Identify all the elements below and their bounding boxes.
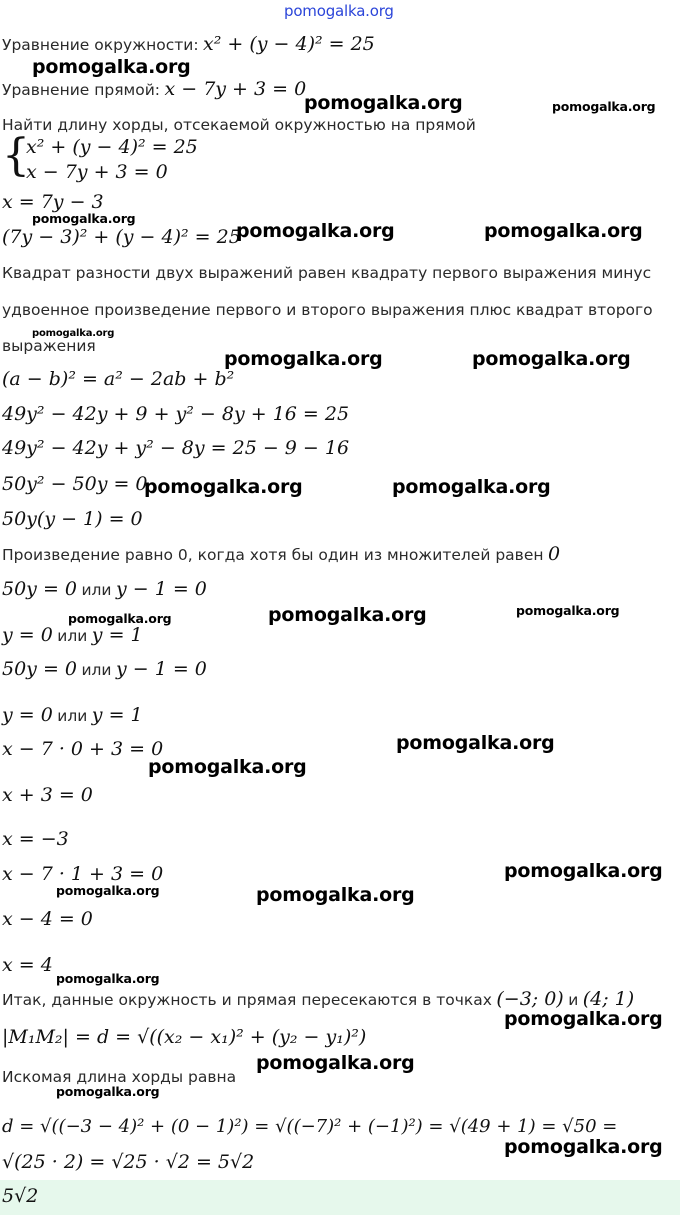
product-rule-text: Произведение равно 0, когда хотя бы один из множителей равен [2, 546, 544, 564]
distance-formula: |M₁M₂| = d = √((x₂ − x₁)² + (y₂ − y₁)²) [2, 1026, 367, 1048]
watermark: pomogalka.org [68, 611, 172, 626]
rule-text-3: выражения [2, 337, 96, 355]
watermark: pomogalka.org [504, 1008, 663, 1030]
watermark: pomogalka.org [32, 56, 191, 78]
step-x-minus-3: x = −3 [2, 828, 69, 850]
formula-square-diff: (a − b)² = a² − 2ab + b² [2, 368, 235, 390]
factor-b: y − 1 = 0 [115, 658, 207, 680]
watermark: pomogalka.org [516, 603, 620, 618]
or-word: или [57, 707, 88, 725]
system-eq-1: x² + (y − 4)² = 25 [26, 136, 198, 158]
or-word: или [81, 581, 112, 599]
and-word: и [568, 991, 579, 1009]
answer-box [0, 1180, 680, 1215]
line-equation-line [2, 78, 306, 100]
circle-equation: x² + (y − 4)² = 25 [203, 33, 375, 55]
product-rule-zero: 0 [547, 543, 561, 565]
step-substitution: x = 7y − 3 [2, 191, 104, 213]
point-2: (4; 1) [582, 988, 635, 1010]
step-substituted-equation: (7y − 3)² + (y − 4)² = 25 [2, 226, 241, 248]
circle-equation-line [2, 33, 375, 55]
watermark: pomogalka.org [256, 1052, 415, 1074]
task-statement: Найти длину хорды, отсекаемой окружностью на прямой [2, 116, 476, 134]
factor-a: y = 0 [2, 704, 53, 726]
step-x-sub-0: x − 7 · 0 + 3 = 0 [2, 738, 164, 760]
watermark: pomogalka.org [224, 348, 383, 370]
factor-a: 50y = 0 [2, 578, 77, 600]
watermark: pomogalka.org [56, 971, 160, 986]
watermark: pomogalka.org [56, 883, 160, 898]
step-x-4: x = 4 [2, 954, 53, 976]
system-brace: { [2, 130, 30, 181]
chord-length-text: Искомая длина хорды равна [2, 1068, 237, 1086]
watermark: pomogalka.org [304, 92, 463, 114]
watermark: pomogalka.org [504, 860, 663, 882]
watermark: pomogalka.org [236, 220, 395, 242]
watermark: pomogalka.org [552, 99, 656, 114]
or-word: или [81, 661, 112, 679]
step-expanded: 49y² − 42y + 9 + y² − 8y + 16 = 25 [2, 403, 350, 425]
factor-b: y − 1 = 0 [115, 578, 207, 600]
factor-b: y = 1 [91, 624, 143, 646]
system-eq-2: x − 7y + 3 = 0 [26, 161, 168, 183]
watermark: pomogalka.org [392, 476, 551, 498]
rule-text-1: Квадрат разности двух выражений равен квадрату первого выражения минус [2, 264, 652, 282]
line-equation-label: Уравнение прямой: [2, 81, 161, 99]
watermark: pomogalka.org [268, 604, 427, 626]
watermark: pomogalka.org [396, 732, 555, 754]
watermark: pomogalka.org [472, 348, 631, 370]
rule-text-2: удвоенное произведение первого и второго выражения плюс квадрат второго [2, 301, 653, 319]
watermark: pomogalka.org [484, 220, 643, 242]
watermark: pomogalka.org [56, 1084, 160, 1099]
factor-line-3 [2, 658, 207, 680]
intersection-line [2, 988, 634, 1010]
watermark: pomogalka.org [32, 211, 136, 226]
watermark: pomogalka.org [144, 476, 303, 498]
step-x-sub-1: x − 7 · 1 + 3 = 0 [2, 863, 164, 885]
watermark-top[interactable]: pomogalka.org [284, 2, 394, 20]
factor-line-4 [2, 704, 143, 726]
step-x-minus-4: x − 4 = 0 [2, 908, 93, 930]
intersection-text: Итак, данные окружность и прямая пересекаются в точках [2, 991, 492, 1009]
watermark: pomogalka.org [148, 756, 307, 778]
factor-line-1 [2, 578, 207, 600]
step-x-plus-3: x + 3 = 0 [2, 784, 93, 806]
circle-equation-label: Уравнение окружности: [2, 36, 199, 54]
calc-line-1: d = √((−3 − 4)² + (0 − 1)²) = √((−7)² + (−1)²) = √(49 + 1) = √50 = [2, 1116, 618, 1137]
factor-line-2 [2, 624, 143, 646]
factor-a: y = 0 [2, 624, 53, 646]
or-word: или [57, 627, 88, 645]
step-factored: 50y(y − 1) = 0 [2, 508, 143, 530]
point-1: (−3; 0) [496, 988, 564, 1010]
product-rule-line [2, 543, 560, 565]
answer-value: 5√2 [2, 1185, 39, 1207]
watermark: pomogalka.org [32, 328, 115, 339]
line-equation: x − 7y + 3 = 0 [164, 78, 307, 100]
step-simplified: 50y² − 50y = 0 [2, 473, 148, 495]
calc-line-2: √(25 · 2) = √25 · √2 = 5√2 [2, 1151, 255, 1173]
watermark: pomogalka.org [504, 1136, 663, 1158]
factor-b: y = 1 [91, 704, 143, 726]
factor-a: 50y = 0 [2, 658, 77, 680]
step-rearranged: 49y² − 42y + y² − 8y = 25 − 9 − 16 [2, 437, 350, 459]
watermark: pomogalka.org [256, 884, 415, 906]
